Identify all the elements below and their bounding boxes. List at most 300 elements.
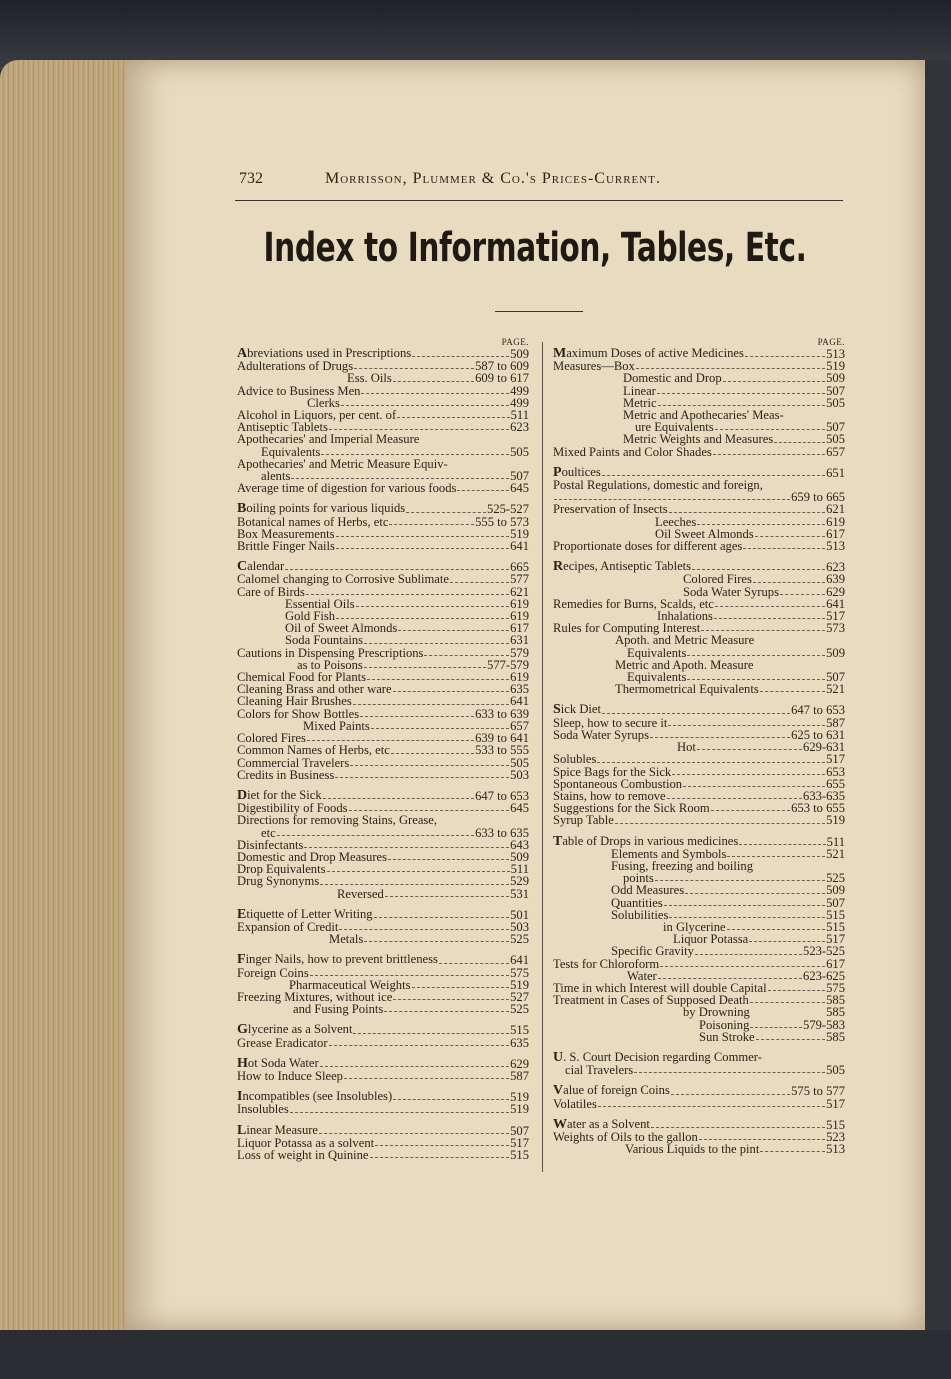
dot-leader (554, 499, 790, 500)
index-entry-label: Freezing Mixtures, without ice (237, 989, 393, 1004)
index-entry-label: Fusing, freezing and boiling (611, 858, 754, 873)
index-entry-page: 519 (826, 813, 845, 828)
index-entry-label: Drop Equivalents (237, 862, 326, 877)
index-entry-text (553, 479, 763, 491)
index-entry-label: Chemical Food for Plants (237, 670, 367, 685)
index-entry-page: 619 (510, 670, 529, 685)
index-entry-page: 505 (826, 432, 845, 447)
index-entry-label: Elements and Symbols (611, 846, 727, 861)
dot-leader (685, 893, 825, 894)
dot-leader (367, 679, 509, 680)
book-page (125, 60, 925, 1330)
index-entry-text (303, 720, 370, 732)
index-entry-page: 635 (510, 1035, 529, 1050)
index-entry-page: 585 (826, 1029, 845, 1044)
index-entry-label: Cautions in Dispensing Prescriptions (237, 645, 424, 660)
index-entry-page: 575 to 577 (791, 1084, 845, 1099)
index-entry-page: 503 (510, 767, 529, 782)
index-entry-label: Colored Fires (237, 731, 306, 746)
index-entry-page: 527 (510, 989, 529, 1004)
index-entry-page: 639 to 641 (475, 731, 529, 746)
dot-leader (750, 1027, 802, 1028)
dot-leader (739, 844, 825, 845)
index-entry-page: 517 (826, 609, 845, 624)
index-entry-label: oiling points for various liquids (246, 501, 406, 516)
index-entry-label: Liquor Potassa as a solvent (237, 1135, 375, 1150)
index-entry (553, 659, 845, 671)
index-entry-page: 641 (510, 694, 529, 709)
index-entry-text (293, 1003, 383, 1015)
index-entry-label: Sun Stroke (699, 1029, 755, 1044)
dot-leader (755, 536, 825, 537)
dot-leader (723, 381, 825, 382)
index-entry-label: Weights of Oils to the gallon (553, 1129, 698, 1144)
index-entry-label: Colors for Show Bottles (237, 706, 360, 721)
dot-leader (780, 594, 825, 595)
dot-leader (336, 548, 509, 549)
index-entry-label: Metric (623, 395, 657, 410)
dot-leader (285, 569, 509, 570)
page-number: 732 (239, 170, 263, 187)
index-entry (553, 385, 845, 397)
index-entry-label: Metric and Apothecaries' Meas- (623, 408, 784, 423)
dot-leader (671, 1094, 790, 1095)
dot-leader (406, 512, 486, 513)
index-entry-label: iet for the Sick (247, 787, 322, 802)
index-entry-label: Gold Fish (285, 609, 336, 624)
dot-leader (412, 987, 510, 988)
dot-leader (319, 1133, 509, 1134)
index-entry-label: Measures—Box (553, 359, 635, 374)
index-entry-label: in Glycerine (663, 919, 726, 934)
index-entry-text (553, 814, 614, 826)
index-entry (553, 540, 845, 552)
dot-leader (389, 524, 474, 525)
index-letter: W (553, 1116, 567, 1132)
index-entry-label: Quantities (611, 895, 663, 910)
index-entry-page: 509 (510, 849, 529, 864)
index-entry-label: oultices (561, 464, 601, 479)
dot-leader (370, 1157, 510, 1158)
index-entry-label: ure Equivalents (635, 420, 714, 435)
index-entry-label: How to Induce Sleep (237, 1068, 343, 1083)
index-letter: D (237, 787, 248, 803)
index-entry (237, 482, 529, 494)
index-entry-label: Loss of weight in Quinine (237, 1147, 369, 1162)
index-entry-page: 555 to 573 (475, 514, 529, 529)
dot-leader (699, 1139, 825, 1140)
index-entry-page: 519 (510, 1090, 529, 1105)
index-entry-page: 507 (826, 895, 845, 910)
index-entry-page: 513 (826, 347, 845, 361)
index-entry-label: Soda Water Syrups (683, 584, 779, 599)
index-entry-page: 511 (510, 408, 529, 423)
dot-leader (361, 393, 509, 394)
index-entry-label: Advice to Business Men (237, 383, 361, 398)
index-entry-label: Cleaning Hair Brushes (237, 694, 352, 709)
dot-leader (657, 393, 825, 394)
index-entry (553, 1031, 845, 1043)
index-entry-page: 621 (826, 502, 845, 517)
index-entry (237, 1070, 529, 1082)
index-entry (553, 860, 845, 872)
index-entry-text (237, 540, 335, 552)
index-entry-label: Tests for Chloroform (553, 956, 660, 971)
dot-leader (697, 524, 825, 525)
index-entry-page: 505 (510, 755, 529, 770)
dot-leader (391, 753, 474, 754)
index-entry (237, 1037, 529, 1049)
dot-leader (353, 704, 509, 705)
index-entry (237, 1003, 529, 1015)
dot-leader (450, 582, 509, 583)
dot-leader (768, 990, 826, 991)
index-entry-label: Domestic and Drop (623, 371, 722, 386)
index-entry-page: 521 (826, 846, 845, 861)
dot-leader (393, 1099, 509, 1100)
index-entry-page: 575 (510, 965, 529, 980)
index-entry-label: by Drowning (683, 1005, 750, 1020)
index-entry-label: Leeches (655, 514, 697, 529)
index-entry-page: 651 (826, 465, 845, 480)
dot-leader (336, 618, 509, 619)
index-entry-page: 587 (510, 1068, 529, 1083)
index-entry-page: 579 (510, 645, 529, 660)
index-letter: M (553, 346, 567, 361)
index-entry-page: 625 to 631 (791, 727, 845, 742)
index-entry (553, 372, 845, 384)
index-entry-page: 665 (510, 560, 529, 575)
dot-leader (397, 417, 509, 418)
dot-leader (290, 1112, 509, 1113)
index-entry (553, 814, 845, 826)
book-page-edges (0, 60, 130, 1330)
dot-leader (664, 905, 825, 906)
index-entry-label: Metric Weights and Measures (623, 432, 774, 447)
index-entry-page: 501 (510, 907, 529, 922)
index-entry-label: Preservation of Insects (553, 502, 668, 517)
index-entry-page: 515 (826, 1117, 845, 1132)
dot-leader (374, 917, 510, 918)
index-entry-page: 533 to 555 (475, 743, 529, 758)
index-entry (237, 814, 529, 826)
dot-leader (697, 749, 802, 750)
index-entry-page: 519 (826, 359, 845, 374)
index-entry-label: . S. Court Decision regarding Commer- (563, 1049, 762, 1064)
index-entry-page: 529 (510, 874, 529, 889)
dot-leader (658, 405, 826, 406)
index-entry-label: Directions for removing Stains, Grease, (237, 813, 438, 828)
dot-leader (636, 368, 825, 369)
index-entry-label: Equivalents (627, 645, 687, 660)
index-entry-page: 585 (826, 993, 845, 1008)
index-entry-text (237, 1070, 343, 1082)
index-entry-page: 575 (826, 980, 845, 995)
dot-leader (320, 884, 509, 885)
index-entry-page: 641 (510, 953, 529, 968)
index-entry-page: 585 (826, 1005, 845, 1020)
dot-leader (371, 728, 509, 729)
index-entry-text (237, 1037, 328, 1049)
dot-leader (598, 1106, 825, 1107)
index-entry-page: 629 (510, 1056, 529, 1071)
index-entry-page: 633-635 (803, 788, 845, 803)
index-entry-label: Oil Sweet Almonds (655, 526, 754, 541)
index-entry-label: alue of foreign Coins (563, 1083, 670, 1098)
index-entry-page: 645 (510, 801, 529, 816)
index-entry-page: 629 (826, 584, 845, 599)
dot-leader (393, 381, 474, 382)
index-entry-page: 653 to 655 (791, 801, 845, 816)
index-entry (553, 933, 845, 945)
index-entry-label: Inhalations (657, 609, 713, 624)
index-entry-label: and Fusing Points (293, 1002, 384, 1017)
index-entry-page: 641 (826, 596, 845, 611)
index-entry-label: Solubles (553, 752, 597, 767)
index-entry-text (553, 540, 742, 552)
index-letter: H (237, 1055, 248, 1071)
dot-leader (457, 490, 509, 491)
index-entry-page: 619 (826, 514, 845, 529)
index-entry-page: 647 to 653 (475, 788, 529, 803)
index-entry-label: Thermometrical Equivalents (615, 682, 759, 697)
index-entry-label: alendar (247, 559, 285, 574)
dot-leader (329, 1045, 510, 1046)
index-entry-page: 519 (510, 526, 529, 541)
index-entry-page: 523 (826, 1129, 845, 1144)
index-entry-page: 513 (826, 539, 845, 554)
index-entry-page: 633 to 635 (475, 825, 529, 840)
index-entry (553, 897, 845, 909)
index-entry-page: 633 to 639 (475, 706, 529, 721)
index-entry-text (237, 875, 319, 887)
index-entry-text (615, 683, 759, 695)
index-entry (553, 884, 845, 896)
index-entry (237, 1149, 529, 1161)
dot-leader (711, 810, 790, 811)
dot-leader (683, 786, 825, 787)
index-entry-text (237, 385, 360, 397)
dot-leader (356, 606, 509, 607)
dot-leader (669, 917, 825, 918)
index-entry-label: Various Liquids to the pint (625, 1142, 760, 1157)
index-entry-label: cial Travelers (565, 1063, 634, 1078)
index-entry (553, 741, 845, 753)
dot-leader (597, 762, 825, 763)
dot-leader (353, 1033, 509, 1034)
index-entry-text (553, 1098, 597, 1110)
index-entry-page: 577 (510, 572, 529, 587)
dot-leader (335, 777, 509, 778)
index-entry-label: Soda Water Syrups (553, 727, 649, 742)
index-entry-text (237, 360, 353, 372)
index-letter: C (237, 559, 248, 575)
index-entry (237, 586, 529, 598)
index-entry-page: 499 (510, 395, 529, 410)
index-entry-page: 525 (826, 871, 845, 886)
dot-leader (715, 429, 825, 430)
dot-leader (701, 630, 825, 631)
index-entry-label: Time in which Interest will double Capital (553, 980, 767, 995)
index-column-left (237, 336, 529, 1161)
index-entry-label: Oil of Sweet Almonds (285, 621, 398, 636)
index-entry-page: 505 (826, 1063, 845, 1078)
index-entry (237, 769, 529, 781)
index-entry-page: 643 (510, 837, 529, 852)
index-entry-page: 623-625 (803, 968, 845, 983)
index-entry-label: ot Soda Water (247, 1055, 319, 1070)
dot-leader (375, 1145, 509, 1146)
dot-leader (393, 999, 509, 1000)
running-header (239, 170, 845, 190)
dot-leader (660, 966, 825, 967)
index-entry-label: Commercial Travelers (237, 755, 350, 770)
index-entry-label: Drug Synonyms (237, 874, 320, 889)
index-entry-page: 619 (510, 609, 529, 624)
index-entry-label: Apothecaries' and Metric Measure Equiv- (237, 456, 448, 471)
index-entry-page: 655 (826, 776, 845, 791)
index-entry (237, 647, 529, 659)
index-entry (553, 729, 845, 741)
index-entry-label: Expansion of Credit (237, 919, 339, 934)
index-entry-label: tiquette of Letter Writing (246, 906, 373, 921)
index-entry-label: Hot (677, 740, 696, 755)
dot-leader (602, 475, 825, 476)
index-entry-page: 507 (510, 469, 529, 484)
index-entry-page: 657 (510, 718, 529, 733)
index-entry-label: Proportionate doses for different ages (553, 539, 743, 554)
index-column-right (553, 336, 845, 1155)
index-entry-label: Solubilities (611, 907, 669, 922)
index-entry-label: Equivalents (261, 444, 321, 459)
dot-leader (439, 963, 509, 964)
index-entry-text (677, 741, 696, 753)
dot-leader (364, 667, 486, 668)
index-entry-page: 629-631 (803, 740, 845, 755)
index-entry (553, 634, 845, 646)
index-entry-label: as to Poisons (297, 657, 363, 672)
dot-leader (760, 691, 825, 692)
dot-leader (307, 740, 474, 741)
index-entry-label: etc (261, 825, 276, 840)
dot-leader (668, 725, 825, 726)
index-entry-label: Odd Measures (611, 883, 685, 898)
dot-leader (310, 975, 509, 976)
index-entry-page: 623 (510, 420, 529, 435)
index-entry-page: 639 (826, 572, 845, 587)
dot-leader (388, 859, 509, 860)
index-entry-label: Colored Fires (683, 572, 752, 587)
dot-leader (692, 569, 825, 570)
index-entry-page: 499 (510, 383, 529, 398)
index-entry (553, 872, 845, 884)
dot-leader (341, 405, 509, 406)
index-entry-label: Metric and Apoth. Measure (615, 657, 754, 672)
index-entry-label: Grease Eradicator (237, 1035, 328, 1050)
index-entry-page: 505 (826, 395, 845, 410)
page-title: Index to Information, Tables, Etc. (263, 225, 807, 271)
index-entry-label: Postal Regulations, domestic and foreign, (553, 478, 763, 493)
index-entry-label: Stains, how to remove (553, 788, 666, 803)
dot-leader (634, 1072, 825, 1073)
index-entry-label: Mixed Paints and Color Shades (553, 444, 712, 459)
index-entry-label: Rules for Computing Interest (553, 621, 701, 636)
dot-leader (364, 643, 509, 644)
index-entry-text (699, 1031, 755, 1043)
dot-leader (306, 594, 509, 595)
dot-leader (424, 655, 509, 656)
index-entry-page: 515 (510, 1147, 529, 1162)
dot-leader (602, 713, 790, 714)
index-entry-label: Botanical names of Herbs, etc (237, 514, 389, 529)
index-entry-label: Poisoning (699, 1017, 750, 1032)
index-entry-page: 509 (826, 645, 845, 660)
dot-leader (651, 1127, 825, 1128)
index-entry-label: Syrup Table (553, 813, 614, 828)
index-entry-page: 519 (510, 977, 529, 992)
index-entry-label: Average time of digestion for various foods (237, 481, 457, 496)
dot-leader (715, 606, 825, 607)
index-entry-label: Clerks (307, 395, 340, 410)
index-letter: L (237, 1122, 247, 1138)
dot-leader (354, 368, 474, 369)
dot-leader (713, 454, 825, 455)
index-entry-label: Water (627, 968, 657, 983)
index-entry-page: 617 (826, 956, 845, 971)
index-entry-label: lycerine as a Solvent (247, 1022, 353, 1037)
index-entry-page: 531 (510, 886, 529, 901)
index-entry-page: 507 (826, 670, 845, 685)
dot-leader (393, 691, 510, 692)
index-entry-label: Apothecaries' and Imperial Measure (237, 432, 420, 447)
index-entry-page: 507 (826, 420, 845, 435)
dot-leader (753, 582, 825, 583)
index-entry-label: alents (261, 469, 291, 484)
index-entry-label: Volatiles (553, 1096, 597, 1111)
dot-leader (695, 954, 802, 955)
index-entry-page: 517 (510, 1135, 529, 1150)
index-entry-label: Ess. Oils (347, 371, 392, 386)
index-entry-label: points (623, 871, 654, 886)
dot-leader (321, 454, 509, 455)
index-entry (237, 708, 529, 720)
index-entry-text (237, 482, 456, 494)
dot-leader (412, 356, 509, 357)
index-letter: E (237, 906, 247, 922)
index-entry-page: 623 (826, 560, 845, 575)
dot-leader (349, 810, 510, 811)
index-entry-label: Specific Gravity (611, 944, 694, 959)
index-entry-label: Care of Birds (237, 584, 305, 599)
dot-leader (344, 1078, 509, 1079)
index-entry-page: 509 (826, 371, 845, 386)
dot-leader (743, 548, 825, 549)
index-letter: T (553, 833, 563, 849)
index-entry (237, 888, 529, 900)
index-letter: A (237, 346, 248, 361)
dot-leader (687, 655, 825, 656)
index-entry-page: 657 (826, 444, 845, 459)
index-letter: V (553, 1083, 564, 1099)
dot-leader (669, 512, 825, 513)
dot-leader (714, 618, 825, 619)
index-entry-label: Pharmaceutical Weights (289, 977, 411, 992)
dot-leader (364, 941, 509, 942)
index-entry-label: Common Names of Herbs, etc (237, 743, 390, 758)
running-head-text: Morrisson, Plummer & Co.'s Prices-Current. (325, 170, 661, 187)
index-entry-page: 609 to 617 (475, 371, 529, 386)
index-entry-page: 659 to 665 (791, 490, 845, 505)
